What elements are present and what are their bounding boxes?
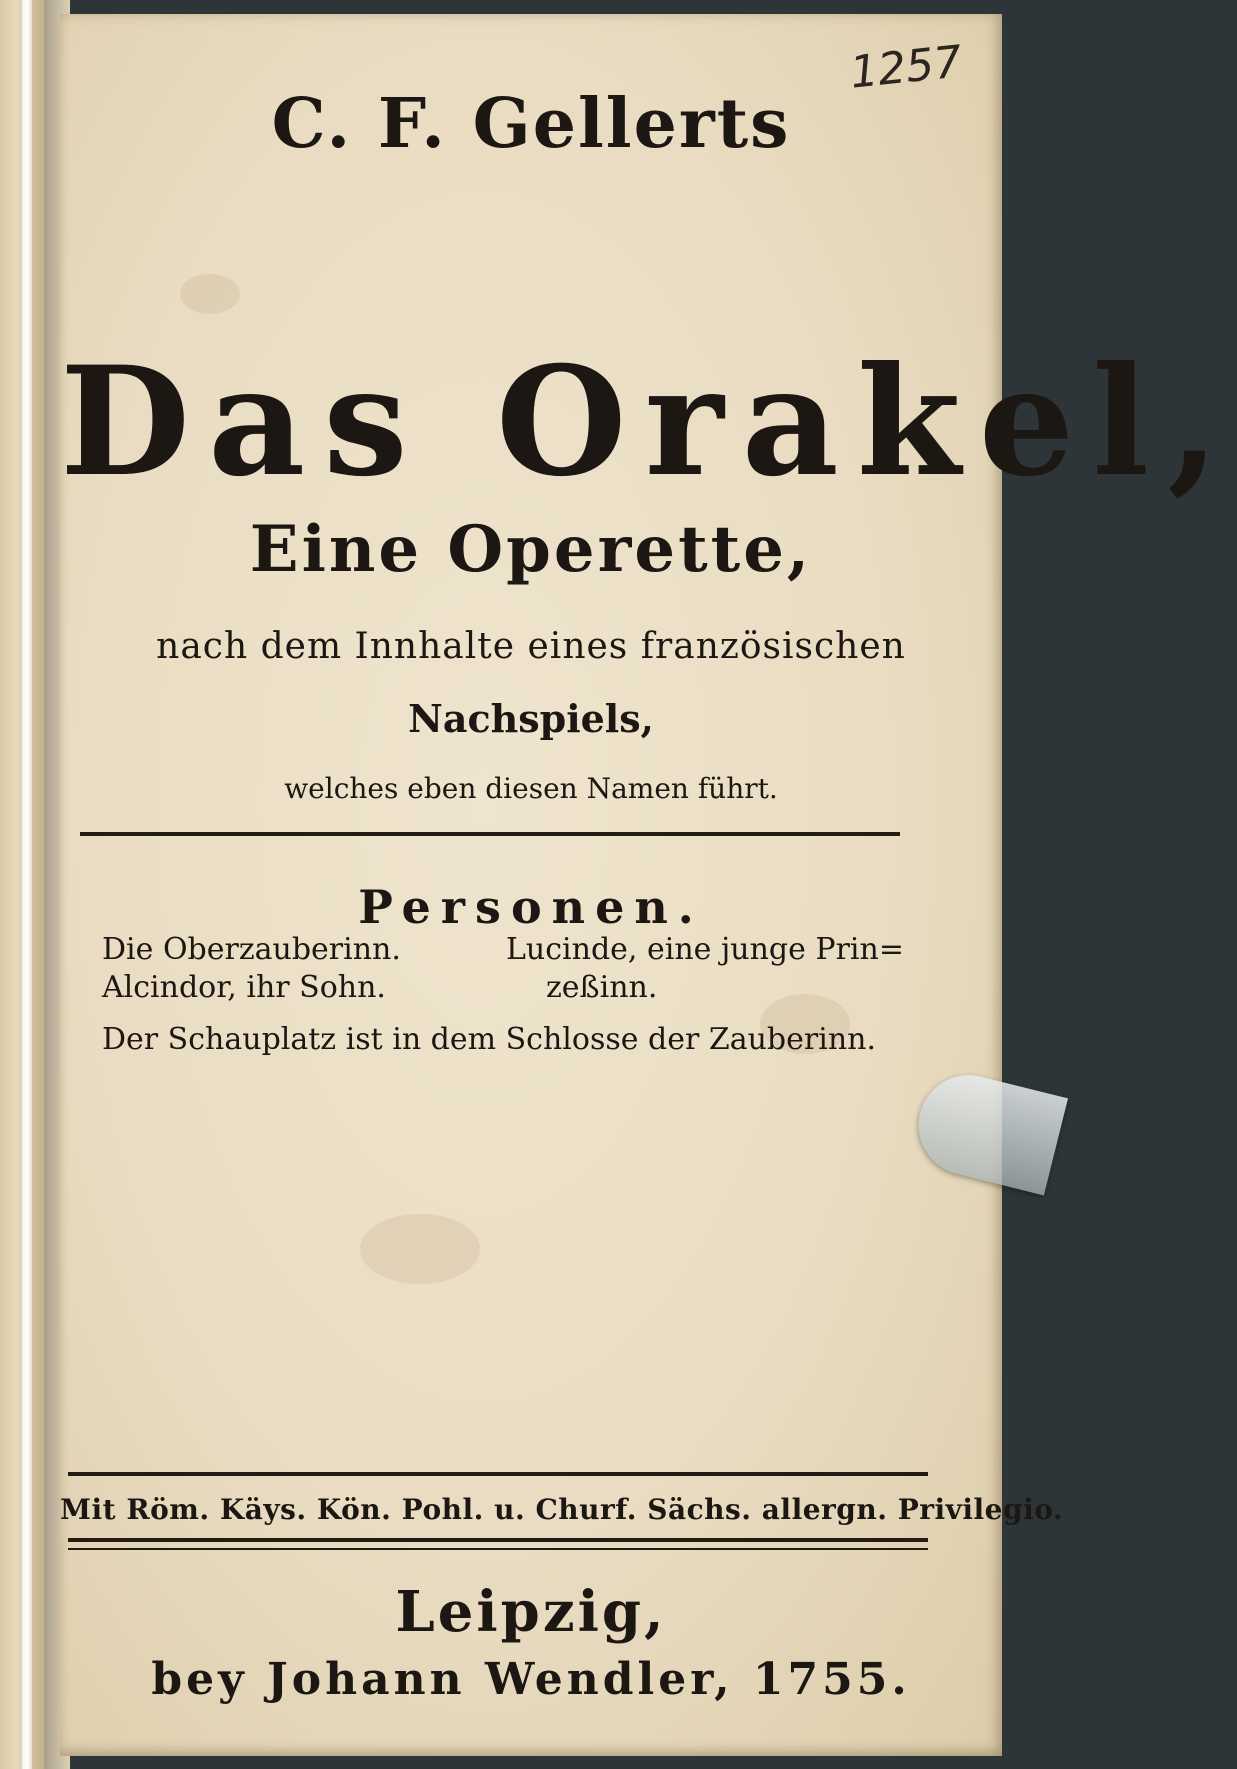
cast-entry: Alcindor, ihr Sohn.	[102, 970, 386, 1005]
page-title: Das Orakel,	[60, 334, 1237, 510]
divider-rule	[80, 832, 900, 836]
setting-line: Der Schauplatz ist in dem Schlosse der Zauberinn.	[102, 1022, 876, 1057]
privilege-rule-top	[68, 1472, 928, 1476]
privilege-line: Mit Röm. Käys. Kön. Pohl. u. Churf. Sächs. allergn. Privilegio.	[60, 1493, 1064, 1526]
cast-entry: zeßinn.	[546, 970, 658, 1005]
description-line-1: nach dem Innhalte eines französischen	[156, 626, 906, 667]
cast-entry: Die Oberzauberinn.	[102, 932, 401, 967]
privilege-rule-bottom-thin	[68, 1548, 928, 1550]
handwritten-shelfmark: 1257	[847, 36, 965, 99]
description-line-3: welches eben diesen Namen führt.	[284, 772, 778, 805]
imprint-city: Leipzig,	[395, 1579, 667, 1645]
subtitle: Eine Operette,	[249, 512, 813, 587]
privilege-rule-bottom	[68, 1538, 928, 1542]
title-page	[60, 14, 1237, 1756]
imprint-publisher: bey Johann Wendler, 1755.	[151, 1654, 911, 1705]
persons-heading: Personen.	[358, 880, 704, 934]
binding-edge	[22, 0, 32, 1769]
paper-stain	[180, 274, 240, 314]
description-line-2: Nachspiels,	[408, 696, 654, 741]
paper-stain	[360, 1214, 480, 1284]
cast-entry: Lucinde, eine junge Prin=	[506, 932, 904, 967]
author-line: C. F. Gellerts	[271, 84, 791, 164]
